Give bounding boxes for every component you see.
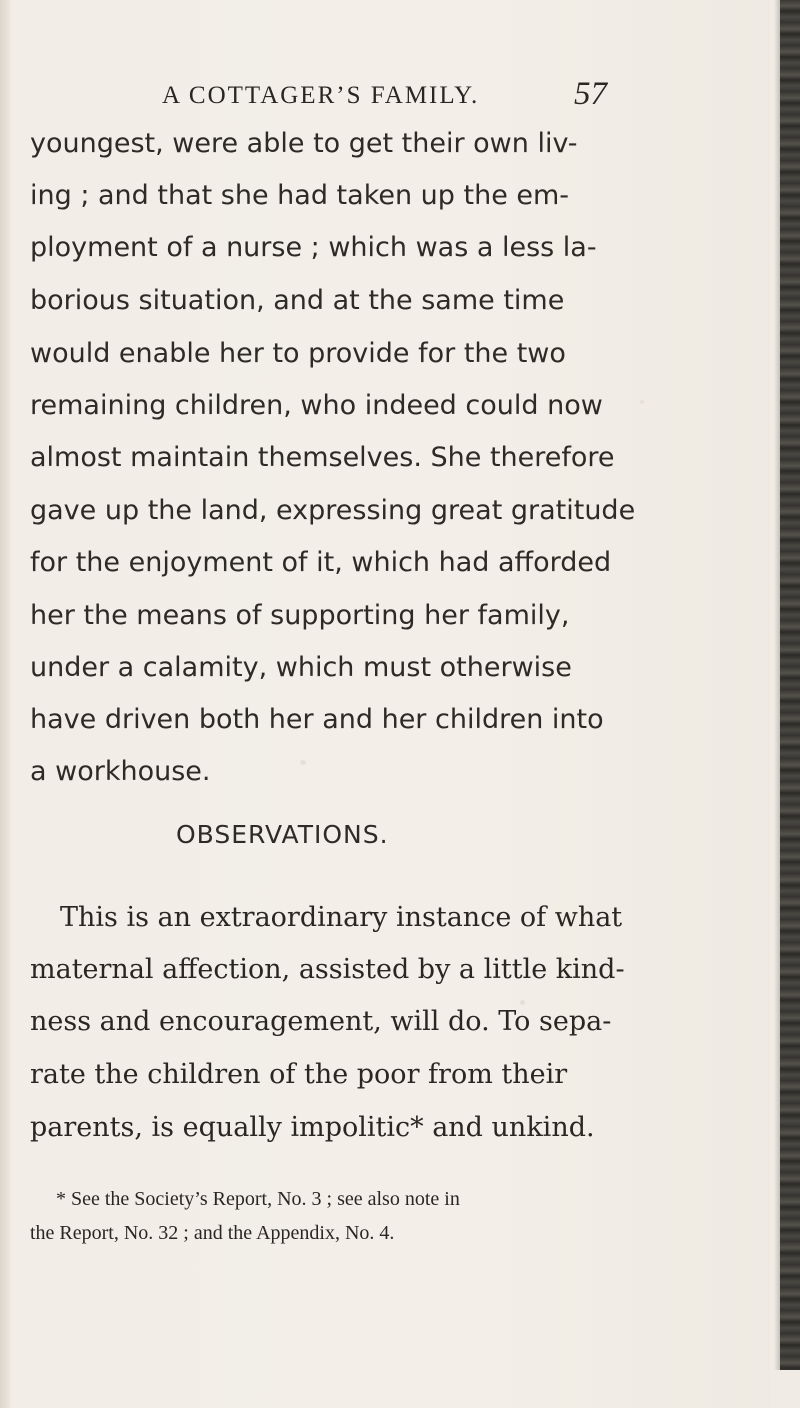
footnote-line: * See the Society’s Report, No. 3 ; see also note in xyxy=(56,1188,460,1210)
running-head: A COTTAGER’S FAMILY. xyxy=(162,82,480,109)
text-line: under a calamity, which must otherwise xyxy=(30,652,572,683)
footnote-line: the Report, No. 32 ; and the Appendix, No. 4. xyxy=(30,1222,395,1244)
book-binding-edge xyxy=(770,0,800,1408)
text-line: rate the children of the poor from their xyxy=(30,1059,568,1090)
text-line: ing ; and that she had taken up the em- xyxy=(30,180,570,211)
text-line: a workhouse. xyxy=(30,756,211,787)
binding-spine xyxy=(780,0,800,1370)
page-header xyxy=(0,72,800,112)
text-line: have driven both her and her children into xyxy=(30,704,604,735)
page-left-edge xyxy=(0,0,10,1408)
text-line: her the means of supporting her family, xyxy=(30,600,570,631)
text-line: gave up the land, expressing great gratitude xyxy=(30,495,636,526)
text-line: youngest, were able to get their own liv- xyxy=(30,128,578,159)
page-number: 57 xyxy=(574,76,607,112)
paper-speck xyxy=(640,400,644,404)
paper-speck xyxy=(520,1000,525,1005)
text-line: would enable her to provide for the two xyxy=(30,338,566,369)
section-heading: OBSERVATIONS. xyxy=(176,820,389,849)
text-line: parents, is equally impolitic* and unkind. xyxy=(30,1112,595,1143)
text-line: borious situation, and at the same time xyxy=(30,285,565,316)
text-line: ness and encouragement, will do. To sepa- xyxy=(30,1006,612,1037)
text-line: almost maintain themselves. She therefore xyxy=(30,442,615,473)
text-line: remaining children, who indeed could now xyxy=(30,390,603,421)
text-line: for the enjoyment of it, which had afforded xyxy=(30,547,612,578)
text-line: ployment of a nurse ; which was a less la- xyxy=(30,232,597,263)
paper-speck xyxy=(300,760,306,765)
text-line: maternal affection, assisted by a little kind- xyxy=(30,954,625,985)
text-line: This is an extraordinary instance of what xyxy=(60,902,623,933)
